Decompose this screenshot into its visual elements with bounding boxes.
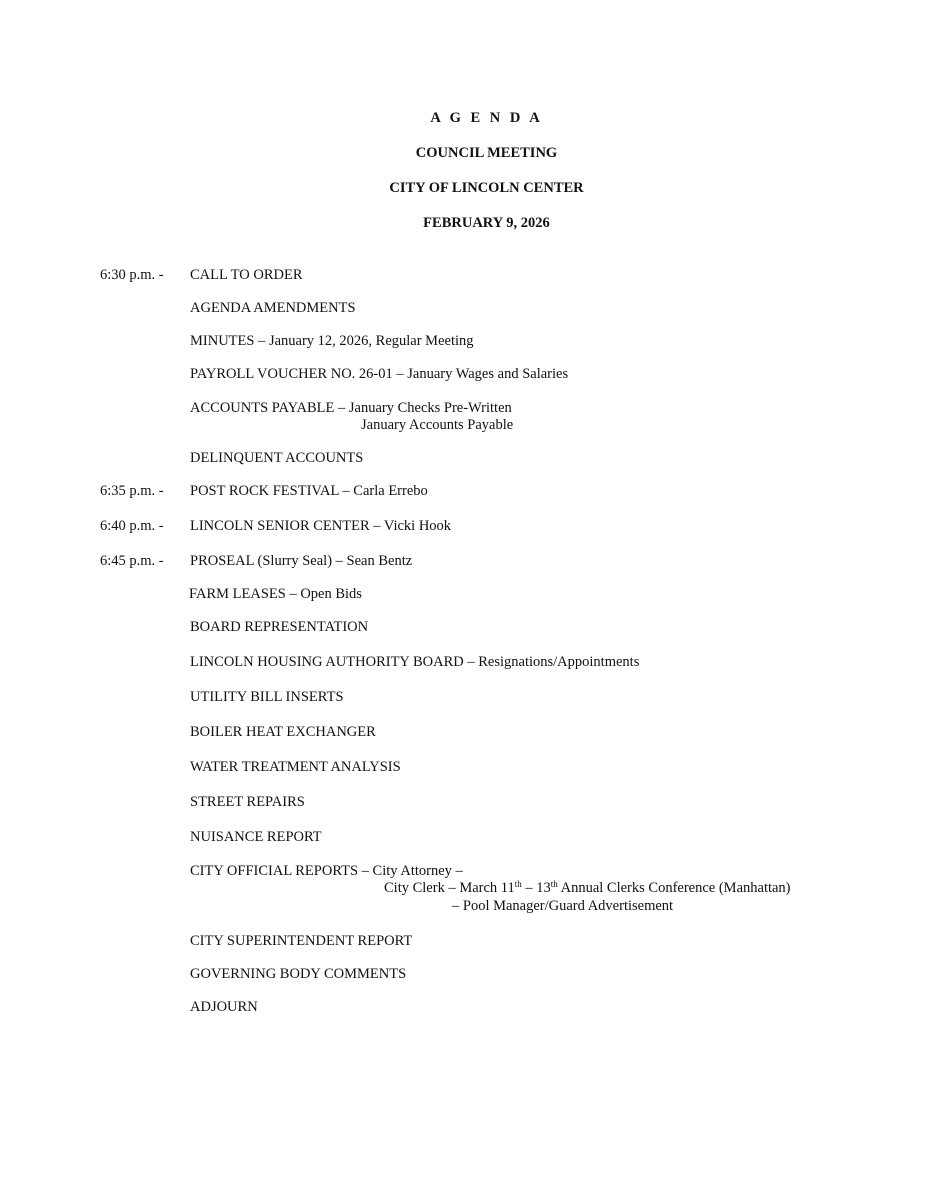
item-accounts-payable: ACCOUNTS PAYABLE – January Checks Pre-Written (190, 400, 512, 416)
clerk-sup-1: th (514, 879, 522, 889)
item-call-to-order: CALL TO ORDER (190, 267, 303, 283)
item-street-repairs: STREET REPAIRS (190, 794, 305, 810)
clerk-text-mid: – 13 (521, 880, 551, 896)
item-senior-center: LINCOLN SENIOR CENTER – Vicki Hook (190, 518, 452, 534)
item-water-treatment: WATER TREATMENT ANALYSIS (190, 759, 401, 775)
item-payroll: PAYROLL VOUCHER NO. 26-01 – January Wages and Salaries (190, 366, 569, 382)
item-city-official-reports: CITY OFFICIAL REPORTS – City Attorney – (190, 863, 463, 879)
item-proseal: PROSEAL (Slurry Seal) – Sean Bentz (190, 553, 413, 569)
item-housing-authority: LINCOLN HOUSING AUTHORITY BOARD – Resignations/Appointments (190, 654, 640, 670)
item-farm-leases: FARM LEASES – Open Bids (189, 586, 362, 602)
item-agenda-amendments: AGENDA AMENDMENTS (190, 300, 356, 316)
time-645: 6:45 p.m. - (100, 553, 164, 569)
item-adjourn: ADJOURN (190, 999, 258, 1015)
city-name: CITY OF LINCOLN CENTER (389, 180, 584, 196)
agenda-title: A G E N D A (430, 110, 543, 126)
clerk-text-suffix: Annual Clerks Conference (Manhattan) (557, 880, 791, 896)
clerk-text-prefix: City Clerk – March 11 (384, 880, 515, 896)
item-city-clerk-report (384, 880, 791, 897)
item-post-rock-festival: POST ROCK FESTIVAL – Carla Errebo (190, 483, 428, 499)
clerk-sup-2: th (550, 879, 558, 889)
item-boiler-heat-exchanger: BOILER HEAT EXCHANGER (190, 724, 376, 740)
item-nuisance-report: NUISANCE REPORT (190, 829, 322, 845)
meeting-title: COUNCIL MEETING (415, 145, 558, 161)
item-utility-bill-inserts: UTILITY BILL INSERTS (190, 689, 344, 705)
time-640: 6:40 p.m. - (100, 518, 164, 534)
item-board-representation: BOARD REPRESENTATION (190, 619, 369, 635)
item-accounts-payable-sub: January Accounts Payable (361, 417, 514, 433)
item-minutes: MINUTES – January 12, 2026, Regular Meeting (190, 333, 474, 349)
time-630: 6:30 p.m. - (100, 267, 164, 283)
item-pool-manager: – Pool Manager/Guard Advertisement (452, 898, 674, 914)
item-delinquent-accounts: DELINQUENT ACCOUNTS (190, 450, 364, 466)
item-governing-body-comments: GOVERNING BODY COMMENTS (190, 966, 407, 982)
time-635: 6:35 p.m. - (100, 483, 164, 499)
meeting-date: FEBRUARY 9, 2026 (423, 215, 550, 231)
item-superintendent-report: CITY SUPERINTENDENT REPORT (190, 933, 413, 949)
